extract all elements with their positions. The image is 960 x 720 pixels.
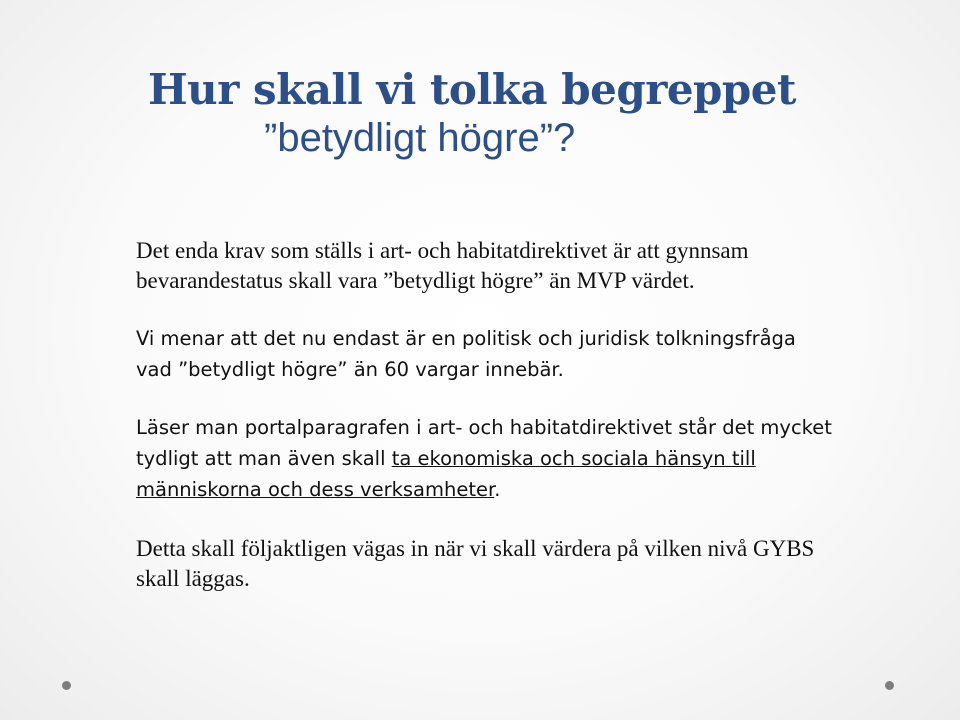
paragraph-3-end: .	[494, 478, 501, 501]
slide-body	[136, 236, 836, 594]
paragraph-3-underlined-text: ta ekonomiska och sociala hänsyn till människorna och dess verksamheter	[136, 447, 756, 501]
paragraph-3-text: Läser man portalparagrafen i art- och habitatdirektivet står det mycket tydligt att man även skall	[136, 416, 832, 470]
paragraph-1: Det enda krav som ställs i art- och habitatdirektivet är att gynnsam bevarandestatus skall vara ”betydligt högre” än MVP värdet.	[136, 238, 749, 293]
left-dot-decoration	[62, 681, 71, 690]
right-dot-decoration	[885, 681, 894, 690]
title-line-1: Hur skall vi tolka begreppet	[148, 65, 796, 114]
paragraph-4: Detta skall följaktligen vägas in när vi skall värdera på vilken nivå GYBS skall läggas.	[136, 536, 815, 591]
title-line-2: ”betydligt högre”?	[264, 115, 576, 160]
slide-title	[148, 66, 868, 161]
paragraph-2: Vi menar att det nu endast är en politisk och juridisk tolkningsfråga vad ”betydligt högre” än 60 vargar innebär.	[136, 327, 796, 381]
paragraph-3	[136, 412, 836, 505]
